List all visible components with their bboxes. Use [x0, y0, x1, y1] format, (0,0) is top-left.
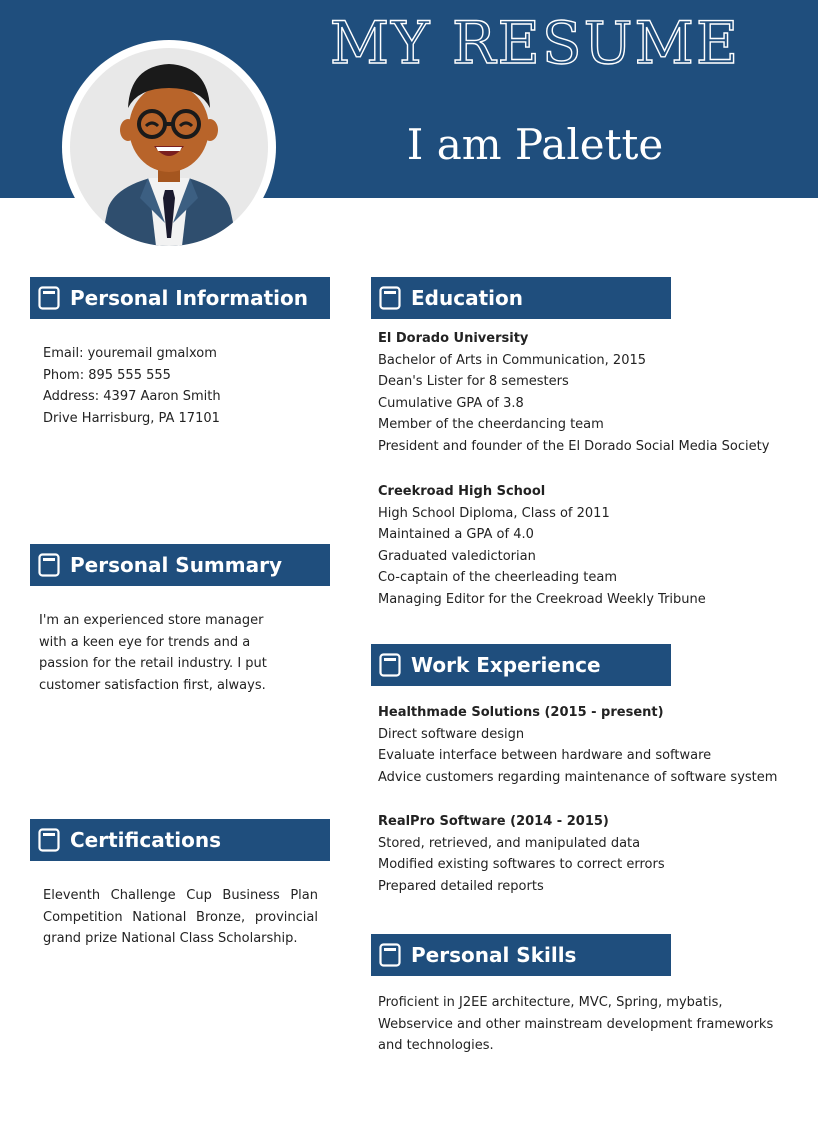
education-university: [378, 328, 769, 457]
education-item: Managing Editor for the Creekroad Weekly Tribune: [378, 591, 706, 607]
section-title: Education: [411, 286, 523, 310]
section-title: Work Experience: [411, 653, 601, 677]
school-name: Creekroad High School: [378, 484, 546, 499]
personal-information-text: [43, 343, 221, 429]
school-name: El Dorado University: [378, 331, 529, 346]
education-high-school: [378, 481, 706, 610]
document-icon: [38, 286, 60, 310]
address-line: Address: 4397 Aaron Smith: [43, 389, 221, 404]
job-title: RealPro Software (2014 - 2015): [378, 814, 609, 829]
education-item: Cumulative GPA of 3.8: [378, 395, 524, 411]
email-line: Email: youremail gmalxom: [43, 346, 217, 361]
certification-line: Competition National Bronze, provincial: [43, 909, 318, 925]
page-title: MY RESUME: [329, 9, 741, 77]
job-title: Healthmade Solutions (2015 - present): [378, 705, 664, 720]
section-header-education: [371, 277, 671, 319]
job-item: Evaluate interface between hardware and software: [378, 748, 712, 763]
summary-line: customer satisfaction first, always.: [39, 677, 266, 693]
education-item: Dean's Lister for 8 semesters: [378, 374, 569, 389]
document-icon: [38, 553, 60, 577]
personal-summary-text: [39, 610, 267, 696]
section-title: Personal Information: [70, 286, 308, 310]
page-subtitle: I am Palette: [406, 120, 664, 169]
man-avatar-icon: [70, 48, 268, 246]
job-item: Stored, retrieved, and manipulated data: [378, 835, 641, 851]
education-item: High School Diploma, Class of 2011: [378, 505, 610, 521]
education-item: Member of the cheerdancing team: [378, 417, 604, 432]
address-line: Drive Harrisburg, PA 17101: [43, 410, 220, 426]
education-item: Maintained a GPA of 4.0: [378, 527, 534, 542]
certification-line: Eleventh Challenge Cup Business Plan: [43, 888, 318, 903]
document-icon: [379, 653, 401, 677]
section-header-personal-summary: [30, 544, 330, 586]
section-header-personal-skills: [371, 934, 671, 976]
section-header-personal-information: [30, 277, 330, 319]
job-item: Advice customers regarding maintenance of software system: [378, 769, 778, 785]
document-icon: [379, 943, 401, 967]
summary-line: I'm an experienced store manager: [39, 613, 264, 628]
document-icon: [38, 828, 60, 852]
personal-skills-text: [378, 992, 773, 1057]
certification-line: grand prize National Class Scholarship.: [43, 931, 298, 946]
skills-line: Proficient in J2EE architecture, MVC, Spring, mybatis,: [378, 995, 723, 1010]
skills-line: and technologies.: [378, 1038, 494, 1053]
certifications-text: [43, 885, 318, 950]
education-item: President and founder of the El Dorado Social Media Society: [378, 438, 770, 454]
education-item: Bachelor of Arts in Communication, 2015: [378, 352, 647, 368]
skills-line: Webservice and other mainstream development frameworks: [378, 1016, 774, 1032]
work-job-1: [378, 702, 777, 788]
section-title: Certifications: [70, 828, 221, 852]
section-header-work-experience: [371, 644, 671, 686]
job-item: Direct software design: [378, 726, 525, 742]
job-item: Prepared detailed reports: [378, 878, 544, 894]
job-item: Modified existing softwares to correct errors: [378, 857, 665, 872]
document-icon: [379, 286, 401, 310]
section-header-certifications: [30, 819, 330, 861]
avatar: [70, 48, 268, 246]
section-title: Personal Summary: [70, 553, 283, 577]
summary-line: passion for the retail industry. I put: [39, 656, 267, 671]
work-job-2: [378, 811, 665, 897]
phone-line: Phom: 895 555 555: [43, 367, 171, 383]
education-item: Co-captain of the cheerleading team: [378, 570, 618, 585]
section-title: Personal Skills: [411, 943, 577, 967]
summary-line: with a keen eye for trends and a: [39, 634, 251, 650]
education-item: Graduated valedictorian: [378, 548, 536, 564]
